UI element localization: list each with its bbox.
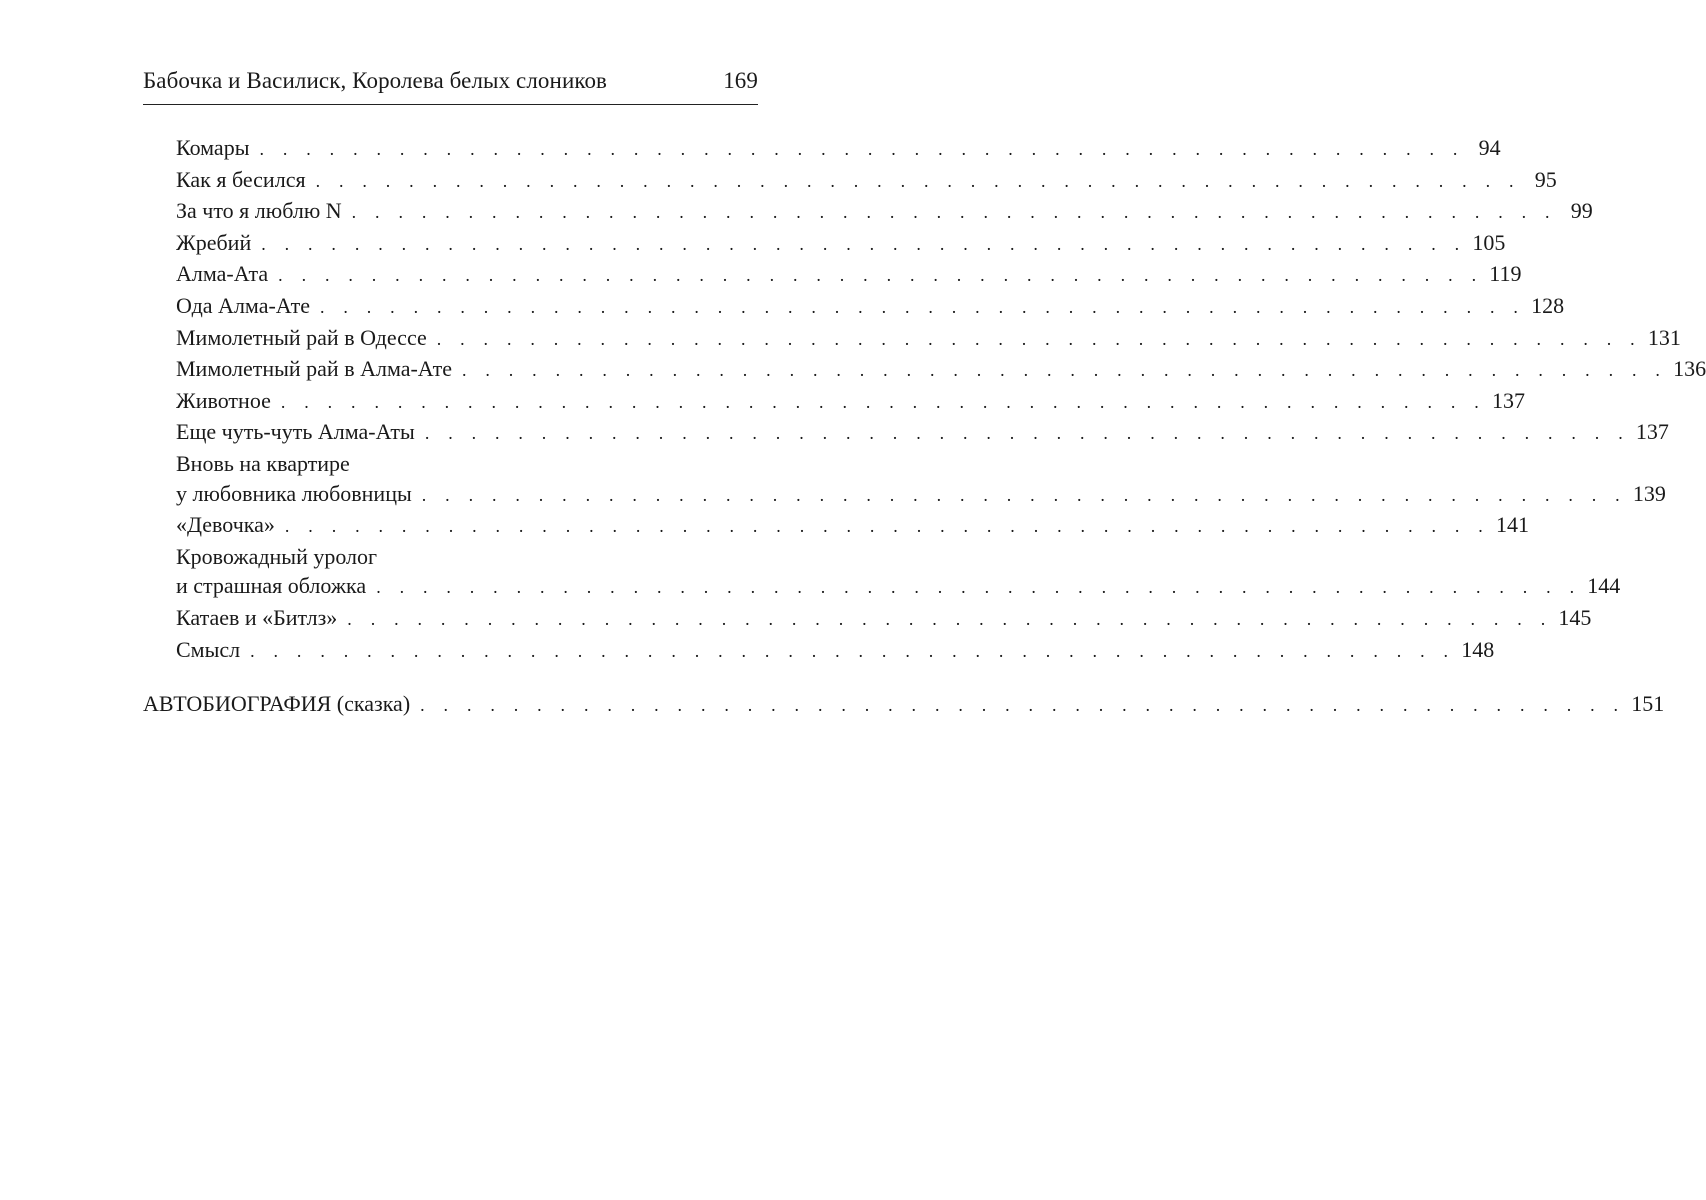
toc-entry (176, 386, 1525, 418)
toc-entry (176, 228, 1506, 260)
toc-entry-title: АВТОБИОГРАФИЯ (сказка) (143, 691, 411, 717)
toc-entry-title: Катаев и «Битлз» (176, 604, 338, 630)
toc-entry (176, 603, 1592, 635)
toc-entry-title: и страшная обложка (176, 573, 367, 599)
toc-entry (176, 291, 1565, 323)
toc-entry-page: 136 (1673, 356, 1706, 382)
dot-leader: . . . . . . . . . . . . . . . . . . . . . . . . . . . . . . . . . . . . . . . . . . . . . . . . . . . . (261, 233, 1467, 254)
toc-entry (176, 542, 1621, 603)
page-number: 169 (723, 68, 758, 93)
toc-entry-page: 99 (1570, 198, 1593, 224)
table-of-contents (0, 133, 1706, 721)
toc-entry-page: 137 (1491, 387, 1525, 413)
toc-entry-title: Мимолетный рай в Алма-Ате (176, 356, 452, 382)
running-title: Бабочка и Василиск, Королева белых слоников (143, 68, 608, 93)
dot-leader: . . . . . . . . . . . . . . . . . . . . . . . . . . . . . . . . . . . . . . . . . . . . . . . . . . . . (420, 695, 1626, 716)
running-head (143, 68, 758, 104)
dot-leader: . . . . . . . . . . . . . . . . . . . . . . . . . . . . . . . . . . . . . . . . . . . . . . . . . . . . (259, 139, 1465, 159)
toc-entry-title-line1: Кровожадный уролог (176, 543, 378, 569)
toc-entry (176, 259, 1522, 291)
dot-leader: . . . . . . . . . . . . . . . . . . . . . . . . . . . . . . . . . . . . . . . . . . . . . . . . . . . . (436, 328, 1642, 349)
dot-leader: . . . . . . . . . . . . . . . . . . . . . . . . . . . . . . . . . . . . . . . . . . . . . . . . . . . . (424, 423, 1630, 444)
toc-entry (176, 133, 1501, 165)
toc-entry (176, 323, 1681, 355)
toc-entry (176, 165, 1557, 197)
header-rule (143, 104, 758, 105)
toc-entry-title: За что я люблю N (176, 198, 342, 224)
dot-leader: . . . . . . . . . . . . . . . . . . . . . . . . . . . . . . . . . . . . . . . . . . . . . . . . . . . . (280, 391, 1486, 412)
dot-leader: . . . . . . . . . . . . . . . . . . . . . . . . . . . . . . . . . . . . . . . . . . . . . . . . . . . . (376, 577, 1582, 598)
toc-entry-page: 139 (1632, 480, 1666, 506)
toc-entry (176, 417, 1669, 449)
toc-entry-page: 145 (1558, 604, 1592, 630)
toc-entry-title: Как я бесился (176, 166, 306, 192)
toc-entry-page: 141 (1496, 512, 1530, 538)
toc-entry-title: Смысл (176, 636, 241, 662)
toc-entry-page: 144 (1587, 573, 1621, 599)
toc-entry (176, 449, 1666, 510)
toc-entry-title: Мимолетный рай в Одессе (176, 324, 427, 350)
toc-entry-page: 148 (1461, 636, 1495, 662)
dot-leader: . . . . . . . . . . . . . . . . . . . . . . . . . . . . . . . . . . . . . . . . . . . . . . . . . . . . (315, 170, 1521, 191)
toc-entry-title: «Девочка» (176, 512, 275, 538)
toc-entry-top-level (143, 689, 1665, 721)
toc-entry-title-line1: Вновь на квартире (176, 450, 350, 476)
toc-entry-title: Жребий (176, 229, 252, 255)
toc-entry-page: 151 (1631, 691, 1665, 717)
toc-entry-title: Еще чуть-чуть Алма-Аты (176, 419, 415, 445)
toc-entry-title: Животное (176, 387, 271, 413)
dot-leader: . . . . . . . . . . . . . . . . . . . . . . . . . . . . . . . . . . . . . . . . . . . . . . . . . . . . (351, 202, 1557, 223)
toc-entry (176, 196, 1593, 228)
dot-leader: . . . . . . . . . . . . . . . . . . . . . . . . . . . . . . . . . . . . . . . . . . . . . . . . . . . . (284, 516, 1491, 537)
toc-entry-title: Ода Алма-Ате (176, 292, 310, 318)
toc-entry-page: 128 (1531, 292, 1565, 318)
toc-entry-page: 105 (1472, 229, 1506, 255)
toc-entry (176, 635, 1495, 667)
toc-entry-page: 119 (1489, 261, 1522, 287)
toc-entry-page: 95 (1534, 166, 1557, 192)
dot-leader: . . . . . . . . . . . . . . . . . . . . . . . . . . . . . . . . . . . . . . . . . . . . . . . . . . . . (250, 640, 1456, 661)
dot-leader: . . . . . . . . . . . . . . . . . . . . . . . . . . . . . . . . . . . . . . . . . . . . . . . . . . . . (461, 360, 1668, 381)
toc-entry-title: Алма-Ата (176, 261, 269, 287)
dot-leader: . . . . . . . . . . . . . . . . . . . . . . . . . . . . . . . . . . . . . . . . . . . . . . . . . . . . (319, 296, 1526, 317)
toc-entry-page: 94 (1478, 135, 1501, 160)
toc-entry-page: 137 (1635, 419, 1669, 445)
toc-entry-page: 131 (1647, 324, 1681, 350)
toc-entry (176, 354, 1706, 386)
dot-leader: . . . . . . . . . . . . . . . . . . . . . . . . . . . . . . . . . . . . . . . . . . . . . . . . . . . . (278, 265, 1484, 286)
dot-leader: . . . . . . . . . . . . . . . . . . . . . . . . . . . . . . . . . . . . . . . . . . . . . . . . . . . . (347, 608, 1553, 629)
toc-entry-title: у любовника любовницы (176, 480, 412, 506)
dot-leader: . . . . . . . . . . . . . . . . . . . . . . . . . . . . . . . . . . . . . . . . . . . . . . . . . . . . (421, 484, 1627, 505)
toc-entry-title: Комары (176, 135, 250, 160)
toc-entry (176, 510, 1530, 542)
